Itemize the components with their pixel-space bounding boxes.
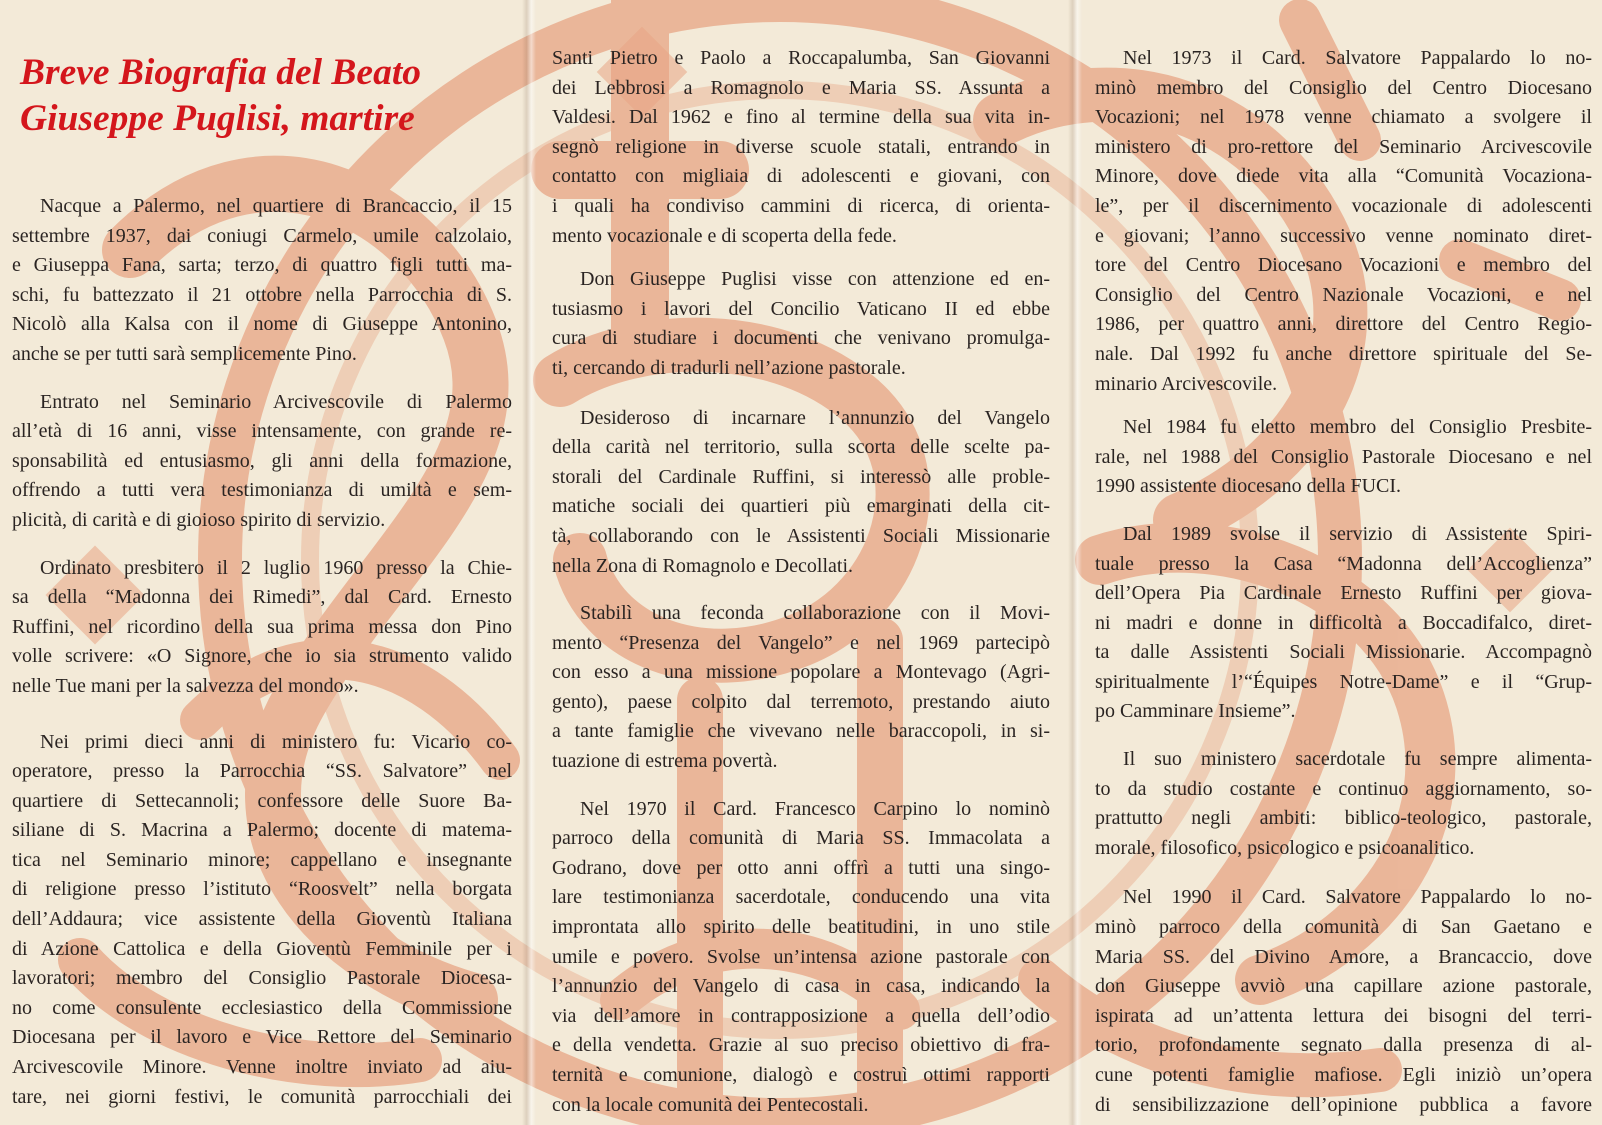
text-line: tore del Centro Diocesano Vocazioni e membro del <box>1095 254 1592 277</box>
text-line: tare, nei giorni festivi, le comunità parrocchiali dei <box>12 1085 512 1108</box>
text-line: spiritualmente l’“Équipes Notre-Dame” e il “Grup- <box>1095 670 1592 693</box>
text-line: ni madri e donne in difficoltà a Boccadifalco, diret- <box>1095 611 1592 634</box>
text-line: all’età di 16 anni, visse intensamente, con grande re- <box>12 420 512 443</box>
text-line: mento “Presenza del Vangelo” e nel 1969 partecipò <box>552 631 1050 654</box>
page-title <box>20 50 512 142</box>
text-line: to da studio costante e continuo aggiornamento, so- <box>1095 777 1592 800</box>
fold-crease-right <box>1068 0 1082 1125</box>
text-line: mento vocazionale e di scoperta della fede. <box>552 224 897 247</box>
text-line: storali del Cardinale Ruffini, si interessò alle proble- <box>552 465 1050 488</box>
paragraph <box>552 404 1050 582</box>
text-line: gento), paese colpito dal terremoto, prestando aiuto <box>552 690 1050 713</box>
text-line: dei Lebbrosi a Romagnolo e Maria SS. Assunta a <box>552 76 1050 99</box>
text-line: sponsabilità ed entusiasmo, gli anni della formazione, <box>12 449 512 472</box>
text-line: Santi Pietro e Paolo a Roccapalumba, San Giovanni <box>552 47 1050 69</box>
text-line: e Giuseppa Fana, sarta; terzo, di quattro figli tutti ma- <box>12 254 512 277</box>
text-line: nella Zona di Romagnolo e Decollati. <box>552 554 854 577</box>
text-line: a tante famiglie che vivevano nelle baraccopoli, in si- <box>552 720 1050 743</box>
text-line: 1990 assistente diocesano della FUCI. <box>1095 475 1402 498</box>
text-line: Nacque a Palermo, nel quartiere di Brancaccio, il 15 <box>40 195 512 217</box>
text-line: Diocesana per il lavoro e Vice Rettore del Seminario <box>12 1026 512 1049</box>
text-line: Dal 1989 svolse il servizio di Assistente Spiri- <box>1123 522 1592 545</box>
column-3-body <box>1095 44 1592 1120</box>
text-line: contatto con migliaia di adolescenti e giovani, con <box>552 165 1050 188</box>
text-line: sa della “Madonna dei Rimedi”, dal Card. Ernesto <box>12 586 512 609</box>
brochure-panel-2 <box>552 0 1050 1125</box>
text-line: lare testimonianza sacerdotale, conducendo una vita <box>552 886 1050 909</box>
text-line: rale, nel 1988 del Consiglio Pastorale Diocesano e nel <box>1095 445 1592 468</box>
text-line: Desideroso di incarnare l’annunzio del Vangelo <box>580 406 1050 429</box>
brochure-panel-1 <box>12 0 512 1125</box>
text-line: Ordinato presbitero il 2 luglio 1960 presso la Chie- <box>40 556 512 579</box>
text-line: Nel 1973 il Card. Salvatore Pappalardo lo no- <box>1123 47 1592 69</box>
text-line: ti, cercando di tradurli nell’azione pastorale. <box>552 356 906 379</box>
text-line: torio, profondamente segnato dalla presenza di al- <box>1095 1034 1592 1057</box>
text-line: umile e povero. Svolse un’intensa azione pastorale con <box>552 945 1050 968</box>
text-line: nale. Dal 1992 fu anche direttore spirituale del Se- <box>1095 342 1592 365</box>
paragraph <box>12 192 512 370</box>
text-line: plicità, di carità e di gioioso spirito di servizio. <box>12 508 386 531</box>
paragraph <box>552 599 1050 777</box>
text-line: tuazione di estrema povertà. <box>552 750 778 773</box>
text-line: schi, fu battezzato il 21 ottobre nella Parrocchia di S. <box>12 283 512 306</box>
text-line: Il suo ministero sacerdotale fu sempre alimenta- <box>1123 748 1592 771</box>
text-line: tusiasmo i lavori del Concilio Vaticano II ed ebbe <box>552 297 1050 320</box>
text-line: prattutto negli ambiti: biblico-teologico, pastorale, <box>1095 807 1592 830</box>
paragraph <box>1095 520 1592 727</box>
text-line: improntata allo spirito delle beatitudini, in uno stile <box>552 916 1050 939</box>
paragraph <box>1095 883 1592 1120</box>
paragraph <box>12 728 512 1113</box>
text-line: parroco della comunità di Maria SS. Immacolata a <box>552 827 1050 850</box>
text-line: offrendo a tutti vera testimonianza di umiltà e sem- <box>12 479 512 502</box>
text-line: tà, collaborando con le Assistenti Sociali Missionarie <box>552 524 1050 547</box>
text-line: settembre 1937, dai coniugi Carmelo, umile calzolaio, <box>12 224 512 247</box>
text-line: Nel 1990 il Card. Salvatore Pappalardo lo no- <box>1123 886 1592 909</box>
text-line: ispirata ad un’attenta lettura dei bisogni del terri- <box>1095 1004 1592 1027</box>
text-line: cura di studiare i documenti che venivano promulga- <box>552 327 1050 350</box>
text-line: via dell’amore in contrapposizione a quella dell’odio <box>552 1004 1050 1027</box>
paragraph <box>12 554 512 702</box>
column-2-body <box>552 44 1050 1120</box>
text-line: i quali ha condiviso cammini di ricerca, di orienta- <box>552 194 1050 217</box>
text-line: ministero di pro-rettore del Seminario Arcivescovile <box>1095 135 1592 158</box>
text-line: nelle Tue mani per la salvezza del mondo». <box>12 674 359 697</box>
text-line: volle scrivere: «O Signore, che io sia strumento valido <box>12 645 512 668</box>
text-line: le”, per il discernimento vocazionale di adolescenti <box>1095 194 1592 217</box>
text-line: minò membro del Consiglio del Centro Diocesano <box>1095 76 1592 99</box>
text-line: Maria SS. del Divino Amore, a Brancaccio, dove <box>1095 945 1592 968</box>
fold-crease-left <box>522 0 536 1125</box>
text-line: della carità nel territorio, sulla scorta delle scelte pa- <box>552 436 1050 459</box>
text-line: quartiere di Settecannoli; confessore delle Suore Ba- <box>12 789 512 812</box>
text-line: don Giuseppe avviò una capillare azione pastorale, <box>1095 975 1592 998</box>
column-1-body <box>12 192 512 1112</box>
paragraph <box>1095 745 1592 863</box>
text-line: ta dalle Assistenti Sociali Missionarie. Accompagnò <box>1095 641 1592 664</box>
text-line: con la locale comunità dei Pentecostali. <box>552 1093 869 1116</box>
brochure-panel-3 <box>1095 0 1592 1125</box>
paragraph <box>552 44 1050 251</box>
text-line: di religione presso l’istituto “Roosvelt” nella borgata <box>12 878 512 901</box>
text-line: tuale presso la Casa “Madonna dell’Accoglienza” <box>1095 552 1592 575</box>
text-line: Don Giuseppe Puglisi visse con attenzione ed en- <box>580 268 1050 291</box>
text-line: Godrano, dove per otto anni offrì a tutti una singo- <box>552 856 1050 879</box>
text-line: di Azione Cattolica e della Gioventù Femminile per i <box>12 937 512 960</box>
text-line: Minore, dove diede vita alla “Comunità Vocaziona- <box>1095 165 1592 188</box>
text-line: siliane di S. Macrina a Palermo; docente di matema- <box>12 819 512 842</box>
text-line: Nicolò alla Kalsa con il nome di Giuseppe Antonino, <box>12 313 512 336</box>
paragraph <box>12 388 512 536</box>
paragraph <box>552 265 1050 383</box>
text-line: morale, filosofico, psicologico e psicoanalitico. <box>1095 836 1475 859</box>
text-line: operatore, presso la Parrocchia “SS. Salvatore” nel <box>12 760 512 783</box>
text-line: Vocazioni; nel 1978 venne chiamato a svolgere il <box>1095 106 1592 129</box>
text-line: anche se per tutti sarà semplicemente Pino. <box>12 342 357 365</box>
text-line: no come consulente ecclesiastico della Commissione <box>12 996 512 1019</box>
text-line: dell’Addaura; vice assistente della Gioventù Italiana <box>12 908 512 931</box>
text-line: po Camminare Insieme”. <box>1095 700 1296 723</box>
text-line: con esso a una missione popolare a Montevago (Agri- <box>552 661 1050 684</box>
text-line: l’annunzio del Vangelo di casa in casa, indicando la <box>552 975 1050 998</box>
text-line: Valdesi. Dal 1962 e fino al termine della sua vita in- <box>552 106 1050 129</box>
text-line: e della vendetta. Grazie al suo preciso obiettivo di fra- <box>552 1034 1050 1057</box>
text-line: tica nel Seminario minore; cappellano e insegnante <box>12 848 512 871</box>
text-line: Arcivescovile Minore. Venne inoltre inviato ad aiu- <box>12 1056 512 1079</box>
text-line: Nel 1970 il Card. Francesco Carpino lo nominò <box>580 797 1050 820</box>
text-line: segnò religione in diverse scuole statali, entrando in <box>552 135 1050 158</box>
text-line: Consiglio del Centro Nazionale Vocazioni, e nel <box>1095 283 1592 306</box>
text-line: dell’Opera Pia Cardinale Ernesto Ruffini per giova- <box>1095 582 1592 605</box>
text-line: di sensibilizzazione dell’opinione pubblica a favore <box>1095 1093 1592 1116</box>
title-line-2: Giuseppe Puglisi, martire <box>20 98 415 139</box>
paragraph <box>552 795 1050 1121</box>
text-line: lavoratori; membro del Consiglio Pastorale Diocesa- <box>12 967 512 990</box>
text-line: Ruffini, nel ricordino della sua prima messa don Pino <box>12 615 512 638</box>
text-line: minò parroco della comunità di San Gaetano e <box>1095 916 1592 939</box>
text-line: 1986, per quattro anni, direttore del Centro Regio- <box>1095 313 1592 336</box>
text-line: Nei primi dieci anni di ministero fu: Vicario co- <box>40 730 512 753</box>
title-line-1: Breve Biografia del Beato <box>20 52 421 93</box>
text-line: ternità e comunione, dialogò e costruì ottimi rapporti <box>552 1064 1050 1086</box>
text-line: matiche sociali dei quartieri più emarginati della cit- <box>552 495 1050 518</box>
text-line: minario Arcivescovile. <box>1095 372 1278 395</box>
paragraph <box>1095 44 1592 399</box>
text-line: Nel 1984 fu eletto membro del Consiglio Presbite- <box>1123 416 1592 439</box>
paragraph <box>1095 413 1592 502</box>
text-line: Stabilì una feconda collaborazione con il Movi- <box>580 602 1050 625</box>
text-line: Entrato nel Seminario Arcivescovile di Palermo <box>40 390 512 413</box>
text-line: cune potenti famiglie mafiose. Egli iniziò un’opera <box>1095 1064 1592 1086</box>
text-line: e giovani; l’anno successivo venne nominato diret- <box>1095 224 1592 247</box>
